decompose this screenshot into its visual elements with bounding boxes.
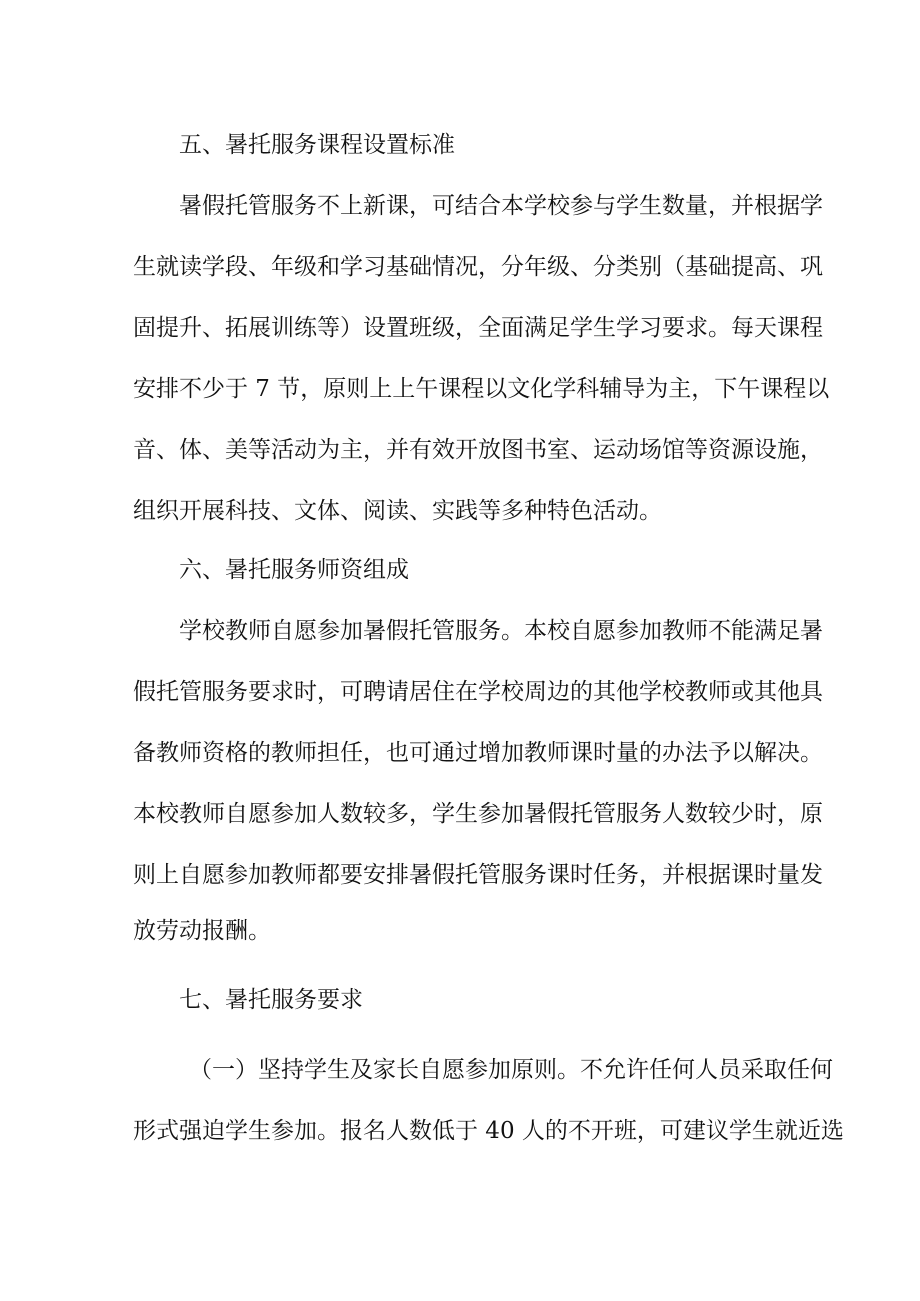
paragraph-line: 放劳动报酬。 <box>133 918 271 944</box>
section-5-heading: 五、暑托服务课程设置标准 <box>179 132 455 158</box>
section-7-heading: 七、暑托服务要求 <box>179 987 363 1013</box>
paragraph-line: 学校教师自愿参加暑假托管服务。本校自愿参加教师不能满足暑 <box>179 618 823 644</box>
paragraph-line: 则上自愿参加教师都要安排暑假托管服务课时任务，并根据课时量发 <box>133 862 823 888</box>
paragraph-line: 形式强迫学生参加。报名人数低于 40 人的不开班，可建议学生就近选 <box>133 1118 844 1144</box>
paragraph-line: 固提升、拓展训练等）设置班级，全面满足学生学习要求。每天课程 <box>133 315 823 341</box>
paragraph-line: 组织开展科技、文体、阅读、实践等多种特色活动。 <box>133 498 662 524</box>
paragraph-line: 生就读学段、年级和学习基础情况，分年级、分类别（基础提高、巩 <box>133 254 823 280</box>
paragraph-line: 假托管服务要求时，可聘请居住在学校周边的其他学校教师或其他具 <box>133 679 823 705</box>
paragraph-line: 暑假托管服务不上新课，可结合本学校参与学生数量，并根据学 <box>179 193 823 219</box>
paragraph-line: 备教师资格的教师担任，也可通过增加教师课时量的办法予以解决。 <box>133 740 823 766</box>
paragraph-line: 安排不少于 7 节，原则上上午课程以文化学科辅导为主，下午课程以 <box>133 376 830 402</box>
paragraph-line: 本校教师自愿参加人数较多，学生参加暑假托管服务人数较少时，原 <box>133 801 823 827</box>
paragraph-line: 音、体、美等活动为主，并有效开放图书室、运动场馆等资源设施， <box>133 437 823 463</box>
section-6-heading: 六、暑托服务师资组成 <box>179 557 409 583</box>
paragraph-line: （一）坚持学生及家长自愿参加原则。不允许任何人员采取任何 <box>189 1057 833 1083</box>
